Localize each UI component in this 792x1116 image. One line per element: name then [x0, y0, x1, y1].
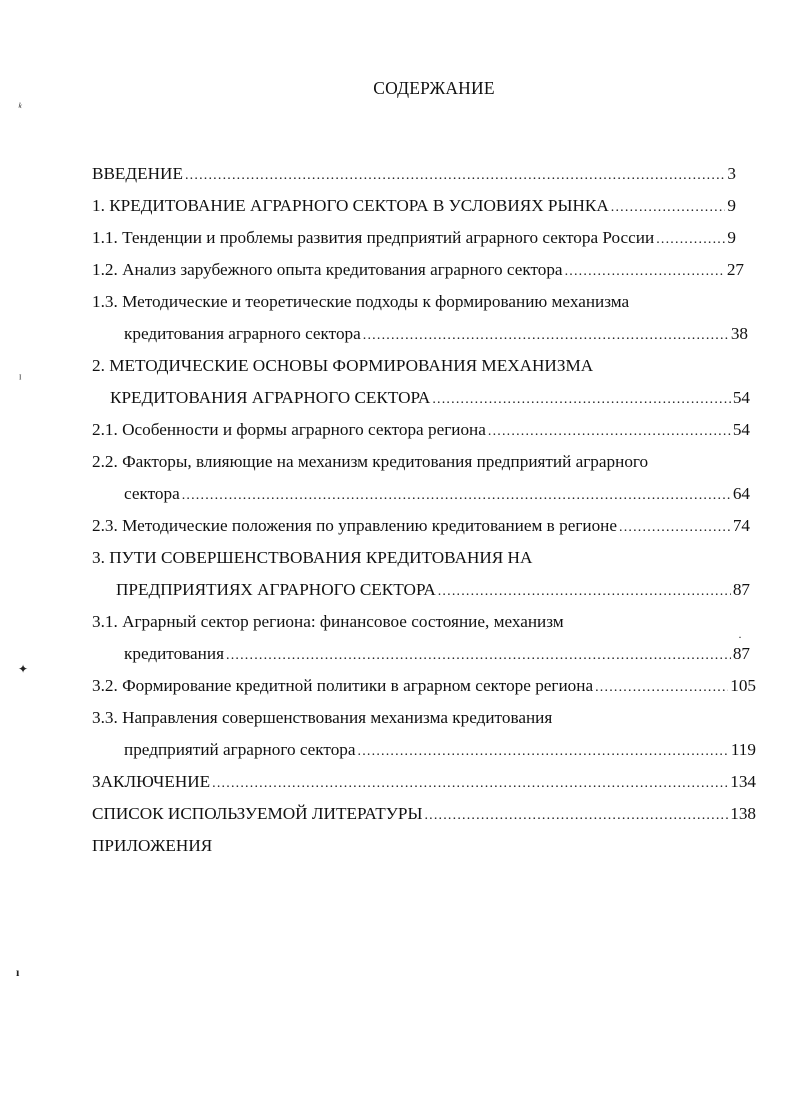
dot-leader [358, 736, 729, 768]
dot-leader [565, 256, 725, 288]
dot-leader [611, 192, 726, 224]
toc-page-number: 105 [730, 676, 756, 695]
scan-speck-icon: ı [16, 965, 20, 979]
toc-entry-title: 2.1. Особенности и формы аграрного сектора региона [92, 420, 486, 439]
toc-page-number: 54 [732, 420, 750, 439]
toc-entry-title: предприятий аграрного сектора [124, 740, 356, 759]
toc-entry-title: ВВЕДЕНИЕ [92, 164, 183, 183]
toc-entry-continuation [0, 318, 792, 350]
dot-leader [185, 160, 725, 192]
toc-entry-continuation [0, 382, 792, 414]
toc-entry [0, 414, 792, 446]
scan-speck-icon: ᵏ [16, 99, 24, 115]
toc-entry [0, 830, 792, 862]
toc-page-number: 38 [730, 324, 748, 343]
toc-entry-continuation [0, 734, 792, 766]
toc-page-number: 9 [727, 228, 736, 247]
toc-entry-title: 2. МЕТОДИЧЕСКИЕ ОСНОВЫ ФОРМИРОВАНИЯ МЕХАНИЗМА [92, 356, 594, 375]
dot-leader [656, 224, 725, 256]
toc-entry-title: 3.3. Направления совершенствования механизма кредитования [92, 708, 553, 727]
toc-entry-title: ПРИЛОЖЕНИЯ [92, 836, 213, 855]
toc-entry-continuation [0, 638, 792, 670]
toc-entry [0, 670, 792, 702]
toc-page-number: 64 [732, 484, 750, 503]
toc-entry-continuation [0, 574, 792, 606]
toc-entry [0, 286, 792, 318]
toc-entry [0, 222, 792, 254]
toc-page-number: 87 [732, 644, 750, 663]
toc-page-number: 54 [732, 388, 750, 407]
toc-entry-title: сектора [124, 484, 180, 503]
toc-page-number: 87 [732, 580, 750, 599]
toc-entry [0, 350, 792, 382]
table-of-contents [0, 158, 792, 862]
dot-leader [432, 384, 730, 416]
dot-leader [619, 512, 731, 544]
toc-entry [0, 542, 792, 574]
page-title: СОДЕРЖАНИЕ [373, 78, 495, 98]
scan-speck-icon: · [738, 630, 742, 644]
toc-entry-continuation [0, 478, 792, 510]
toc-entry [0, 766, 792, 798]
toc-entry [0, 254, 792, 286]
dot-leader [182, 480, 731, 512]
toc-entry-title: 2.3. Методические положения по управлению кредитованием в регионе [92, 516, 617, 535]
toc-entry-title: 2.2. Факторы, влияющие на механизм кредитования предприятий аграрного [92, 452, 649, 471]
toc-entry-title: 1.1. Тенденции и проблемы развития предприятий аграрного сектора России [92, 228, 655, 247]
toc-entry [0, 510, 792, 542]
toc-page-number: 3 [727, 164, 736, 183]
toc-entry-title: СПИСОК ИСПОЛЬЗУЕМОЙ ЛИТЕРАТУРЫ [92, 804, 423, 823]
scan-speck-icon: ✦ [18, 662, 29, 676]
dot-leader [226, 640, 731, 672]
dot-leader [424, 800, 728, 832]
scan-speck-icon: ᴵ [19, 372, 22, 386]
toc-page-number: 134 [730, 772, 756, 791]
toc-page-number: 138 [730, 804, 756, 823]
toc-entry-title: ПРЕДПРИЯТИЯХ АГРАРНОГО СЕКТОРА [116, 580, 436, 599]
toc-page-number: 9 [727, 196, 736, 215]
toc-entry-title: ЗАКЛЮЧЕНИЕ [92, 772, 211, 791]
dot-leader [363, 320, 729, 352]
toc-entry-title: 3.1. Аграрный сектор региона: финансовое состояние, механизм [92, 612, 564, 631]
dot-leader [488, 416, 731, 448]
toc-page-number: 27 [726, 260, 744, 279]
dot-leader [438, 576, 731, 608]
toc-entry-title: кредитования [124, 644, 224, 663]
toc-entry-title: кредитования аграрного сектора [124, 324, 361, 343]
toc-entry-title: 1.3. Методические и теоретические подходы к формированию механизма [92, 292, 630, 311]
toc-page-number: 119 [730, 740, 756, 759]
toc-entry-title: 3.2. Формирование кредитной политики в аграрном секторе региона [92, 676, 594, 695]
dot-leader [595, 672, 728, 704]
toc-page-number: 74 [732, 516, 750, 535]
toc-entry-title: 1. КРЕДИТОВАНИЕ АГРАРНОГО СЕКТОРА В УСЛОВИЯХ РЫНКА [92, 196, 609, 215]
toc-entry [0, 702, 792, 734]
toc-entry [0, 798, 792, 830]
toc-entry [0, 606, 792, 638]
toc-entry [0, 190, 792, 222]
toc-entry-title: КРЕДИТОВАНИЯ АГРАРНОГО СЕКТОРА [110, 388, 431, 407]
toc-entry [0, 446, 792, 478]
toc-entry-title: 3. ПУТИ СОВЕРШЕНСТВОВАНИЯ КРЕДИТОВАНИЯ НА [92, 548, 533, 567]
toc-entry [0, 158, 792, 190]
dot-leader [212, 768, 728, 800]
toc-entry-title: 1.2. Анализ зарубежного опыта кредитования аграрного сектора [92, 260, 563, 279]
